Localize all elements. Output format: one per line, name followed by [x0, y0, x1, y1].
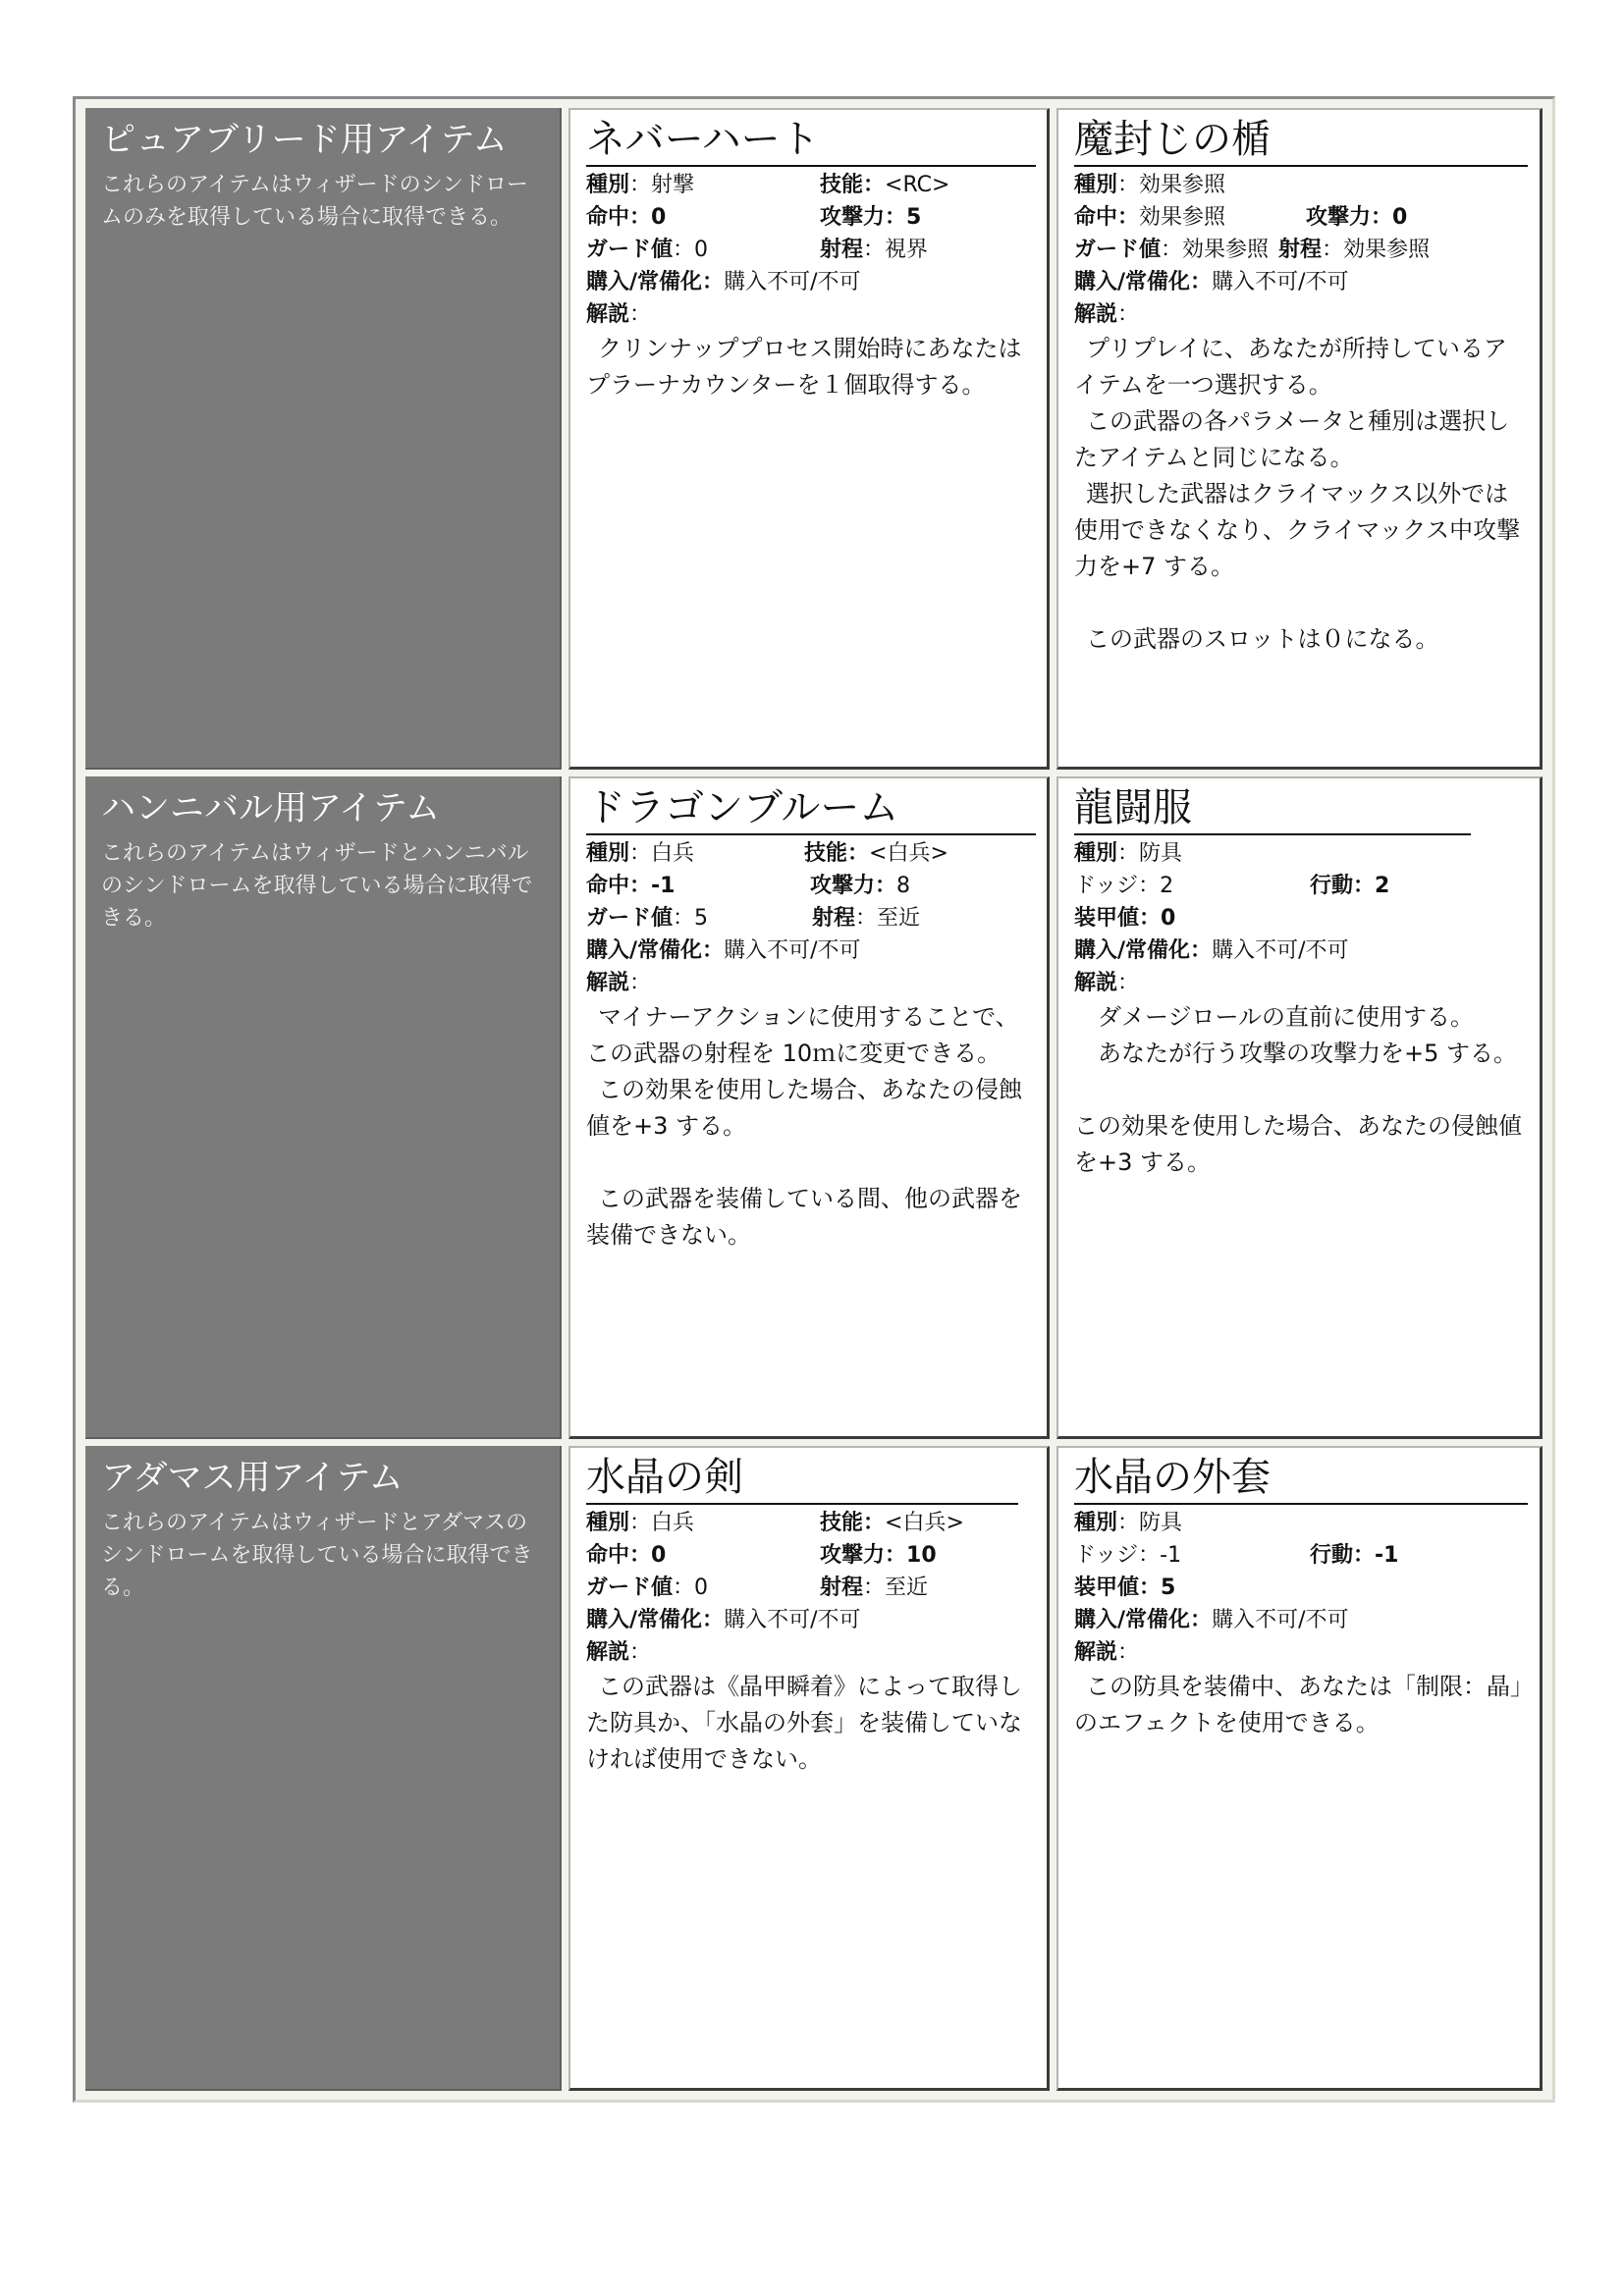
item-description — [586, 999, 1035, 1254]
item-table — [73, 96, 1555, 2103]
category-cell-purebreed — [85, 108, 562, 770]
item-title: 魔封じの楯 — [1074, 114, 1528, 167]
item-stats: 種別：効果参照 命中：効果参照 攻撃力：0 ガード値：効果参照 射程：効果参照 購入/常備化：購入不可/不可 解説： — [1074, 173, 1431, 327]
stat-value-purchase: 購入不可/不可 — [724, 1608, 861, 1632]
stat-value-purchase: 購入不可/不可 — [1212, 938, 1349, 963]
stat-label-purchase: 購入/常備化 — [1074, 938, 1191, 963]
stat-label-purchase: 購入/常備化 — [1074, 270, 1191, 294]
stat-value-range: 至近 — [885, 1575, 929, 1600]
item-card-crystal-sword — [568, 1446, 1050, 2091]
description-spacer — [1074, 1072, 1528, 1108]
stat-value-armor: 5 — [1161, 1575, 1176, 1600]
stat-value-skill: <白兵> — [869, 841, 948, 866]
item-description — [1074, 1669, 1528, 1741]
stat-label-hit: 命中 — [1074, 205, 1118, 230]
description-paragraph: この武器の各パラメータと種別は選択したアイテムと同じになる。 — [1074, 407, 1510, 471]
category-cell-hannibal — [85, 776, 562, 1439]
description-label: 解説 — [586, 971, 630, 995]
stat-label-type: 種別 — [586, 1511, 630, 1535]
item-description — [586, 1669, 1035, 1778]
category-description: これらのアイテムはウィザードのシンドロームのみを取得している場合に取得できる。 — [101, 173, 529, 230]
stat-value-guard: 効果参照 — [1182, 238, 1270, 262]
description-paragraph: この武器を装備している間、他の武器を装備できない。 — [586, 1185, 1022, 1249]
stat-value-hit: 0 — [651, 205, 667, 230]
stat-label-range: 射程 — [812, 906, 856, 931]
description-label: 解説 — [1074, 971, 1118, 995]
item-title: 水晶の剣 — [586, 1452, 1018, 1505]
stat-label-purchase: 購入/常備化 — [586, 938, 703, 963]
item-card-neverheart — [568, 108, 1050, 770]
description-label: 解説 — [586, 302, 630, 327]
stat-label-skill: 技能 — [820, 1511, 864, 1535]
stat-label-skill: 技能 — [820, 173, 864, 197]
stat-value-range: 至近 — [877, 906, 921, 931]
description-paragraph: プリプレイに、あなたが所持しているアイテムを一つ選択する。 — [1074, 335, 1507, 399]
description-label: 解説 — [1074, 302, 1118, 327]
item-stats: 種別：防具 ドッジ：-1 行動：-1 装甲値：5 購入/常備化：購入不可/不可 解説： — [1074, 1511, 1399, 1665]
category-description: これらのアイテムはウィザードとアダマスのシンドロームを取得している場合に取得できる。 — [101, 1511, 533, 1600]
item-title: 龍闘服 — [1074, 782, 1471, 835]
stat-value-hit: 0 — [651, 1543, 667, 1568]
category-title: ハンニバル用アイテム — [101, 789, 441, 828]
category-description: これらのアイテムはウィザードとハンニバルのシンドロームを取得している場合に取得できる。 — [101, 841, 533, 931]
description-paragraph: 選択した武器はクライマックス以外では使用できなくなり、クライマックス中攻撃力を+7 する。 — [1074, 480, 1521, 580]
item-title: ネバーハート — [586, 114, 1036, 167]
stat-value-type: 効果参照 — [1139, 173, 1226, 197]
description-paragraph: この防具を装備中、あなたは「制限：晶」のエフェクトを使用できる。 — [1074, 1673, 1522, 1736]
stat-value-hit: 効果参照 — [1139, 205, 1226, 230]
stat-value-range: 効果参照 — [1343, 238, 1431, 262]
stat-label-guard: ガード値 — [586, 238, 674, 262]
stat-label-range: 射程 — [1278, 238, 1323, 262]
stat-label-attack: 攻撃力 — [810, 874, 876, 898]
stat-label-armor: 装甲値 — [1074, 1575, 1140, 1600]
stat-value-range: 視界 — [885, 238, 929, 262]
stat-label-guard: ガード値 — [586, 906, 674, 931]
stat-label-guard: ガード値 — [586, 1575, 674, 1600]
stat-label-action: 行動 — [1310, 1543, 1354, 1568]
stat-label-action: 行動 — [1310, 874, 1354, 898]
stat-label-hit: 命中 — [586, 874, 630, 898]
item-stats: 種別：白兵 技能：<白兵> 命中：-1 攻撃力：8 ガード値：5 射程：至近 購入/常備化：購入不可/不可 解説： — [586, 841, 948, 995]
stat-value-attack: 5 — [906, 205, 922, 230]
stat-value-skill: <RC> — [885, 173, 950, 197]
item-stats: 種別：白兵 技能：<白兵> 命中：0 攻撃力：10 ガード値：0 射程：至近 購入/常備化：購入不可/不可 解説： — [586, 1511, 964, 1665]
stat-value-type: 防具 — [1139, 1511, 1183, 1535]
stat-value-guard: 0 — [694, 238, 709, 262]
stat-value-purchase: 購入不可/不可 — [1212, 1608, 1349, 1632]
stat-label-skill: 技能 — [804, 841, 848, 866]
stat-value-purchase: 購入不可/不可 — [724, 270, 861, 294]
item-stats: 種別：防具 ドッジ：2 行動：2 装甲値：0 購入/常備化：購入不可/不可 解説： — [1074, 841, 1390, 995]
stat-label-dodge: ドッジ — [1074, 874, 1139, 898]
stat-label-attack: 攻撃力 — [1306, 205, 1372, 230]
stat-value-guard: 0 — [694, 1575, 709, 1600]
stat-label-type: 種別 — [1074, 1511, 1118, 1535]
stat-label-type: 種別 — [1074, 173, 1118, 197]
item-card-crystal-cloak — [1056, 1446, 1543, 2091]
stat-label-range: 射程 — [820, 238, 864, 262]
stat-value-attack: 0 — [1392, 205, 1408, 230]
stat-label-armor: 装甲値 — [1074, 906, 1140, 931]
description-paragraph: クリンナッププロセス開始時にあなたはプラーナカウンターを１個取得する。 — [586, 335, 1022, 399]
stat-label-type: 種別 — [586, 173, 630, 197]
stat-label-guard: ガード値 — [1074, 238, 1162, 262]
item-card-ryutou-fuku — [1056, 776, 1543, 1439]
description-spacer — [586, 1145, 1035, 1181]
description-label: 解説 — [1074, 1640, 1118, 1665]
stat-label-range: 射程 — [820, 1575, 864, 1600]
category-title: ピュアブリード用アイテム — [101, 121, 508, 160]
item-title: 水晶の外套 — [1074, 1452, 1528, 1505]
item-description — [1074, 999, 1528, 1181]
description-paragraph: この効果を使用した場合、あなたの侵蝕値を+3 する。 — [586, 1076, 1022, 1140]
stat-label-attack: 攻撃力 — [820, 1543, 886, 1568]
stat-label-dodge: ドッジ — [1074, 1543, 1139, 1568]
stat-label-type: 種別 — [1074, 841, 1118, 866]
stat-value-type: 防具 — [1139, 841, 1183, 866]
stat-label-type: 種別 — [586, 841, 630, 866]
stat-value-guard: 5 — [694, 906, 709, 931]
description-paragraph: この武器は《晶甲瞬着》によって取得した防具か、「水晶の外套」を装備していなければ使用できない。 — [586, 1673, 1022, 1773]
stat-label-purchase: 購入/常備化 — [1074, 1608, 1191, 1632]
stat-value-action: -1 — [1375, 1543, 1399, 1568]
stat-value-action: 2 — [1375, 874, 1390, 898]
stat-value-dodge: -1 — [1160, 1543, 1182, 1568]
stat-value-purchase: 購入不可/不可 — [724, 938, 861, 963]
stat-value-hit: -1 — [651, 874, 676, 898]
item-card-mafuji-shield — [1056, 108, 1543, 770]
stat-value-armor: 0 — [1161, 906, 1176, 931]
description-paragraph: マイナーアクションに使用することで、この武器の射程を 10ｍに変更できる。 — [586, 1003, 1019, 1067]
stat-value-type: 白兵 — [651, 841, 695, 866]
stat-label-hit: 命中 — [586, 205, 630, 230]
stat-label-purchase: 購入/常備化 — [586, 1608, 703, 1632]
stat-label-purchase: 購入/常備化 — [586, 270, 703, 294]
item-description — [586, 331, 1035, 403]
stat-value-attack: 8 — [896, 874, 911, 898]
category-cell-adamas — [85, 1446, 562, 2091]
description-paragraph: この効果を使用した場合、あなたの侵蝕値を+3 する。 — [1074, 1112, 1522, 1176]
stat-value-purchase: 購入不可/不可 — [1212, 270, 1349, 294]
description-paragraph: この武器のスロットは０になる。 — [1086, 625, 1439, 653]
item-stats: 種別：射撃 技能：<RC> 命中：0 攻撃力：5 ガード値：0 射程：視界 購入/常備化：購入不可/不可 解説： — [586, 173, 950, 327]
stat-label-hit: 命中 — [586, 1543, 630, 1568]
stat-value-attack: 10 — [906, 1543, 937, 1568]
stat-value-dodge: 2 — [1160, 874, 1174, 898]
stat-value-type: 白兵 — [651, 1511, 695, 1535]
stat-value-type: 射撃 — [651, 173, 695, 197]
description-spacer — [1074, 585, 1528, 621]
description-paragraph: あなたが行う攻撃の攻撃力を+5 する。 — [1098, 1040, 1518, 1067]
description-paragraph: ダメージロールの直前に使用する。 — [1098, 1003, 1475, 1031]
category-title: アダマス用アイテム — [101, 1459, 404, 1498]
item-title: ドラゴンブルーム — [586, 782, 1036, 835]
stat-value-skill: <白兵> — [885, 1511, 964, 1535]
item-card-dragon-bloom — [568, 776, 1050, 1439]
stat-label-attack: 攻撃力 — [820, 205, 886, 230]
description-label: 解説 — [586, 1640, 630, 1665]
item-description — [1074, 331, 1528, 658]
